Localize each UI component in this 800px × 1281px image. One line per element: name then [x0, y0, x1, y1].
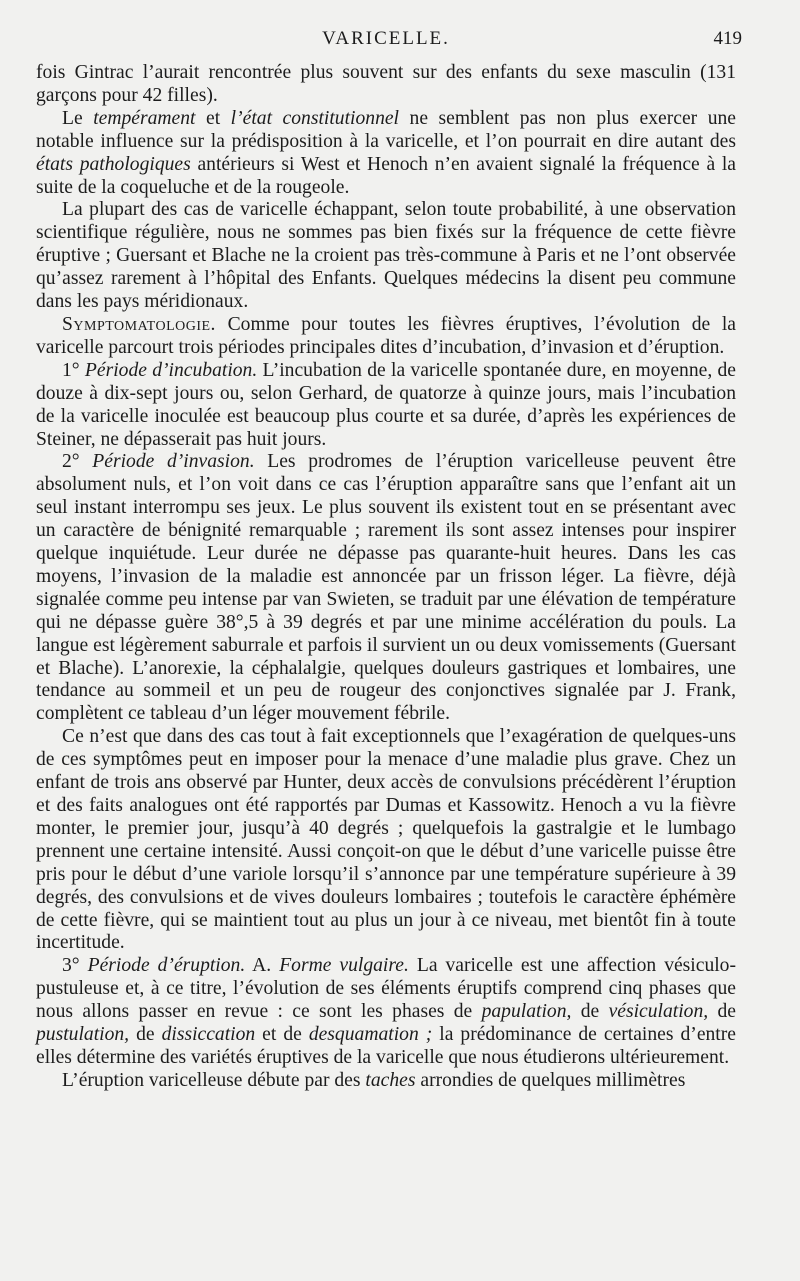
text-run: Le [62, 107, 94, 129]
text-run: L’incubation de la varicelle spontanée dure, en moyenne, de douze à dix-sept jours ou, selon Gerhard, de quatorze à quinze jours, mais l’incubation de la varicelle inoculée est beaucoup plus courte et sa durée, d’après les expériences de Steiner, ne dépasserait pas huit jours. [36, 359, 737, 450]
text-run: vésiculation, [608, 1001, 709, 1023]
text-run: papulation, [481, 1001, 572, 1023]
text-run: taches [365, 1069, 416, 1091]
text-run: L’éruption varicelleuse débute par des [62, 1069, 366, 1091]
text-run: 3° [62, 955, 88, 977]
paragraph [36, 62, 736, 108]
text-run: arrondies de quelques millimètres [415, 1069, 686, 1091]
paragraph [36, 955, 736, 1070]
text-run: ne semblent pas non plus exercer une notable influence sur la prédisposition à la varicelle, et l’on pourrait en dire autant des [36, 107, 736, 152]
paragraph [36, 108, 736, 200]
text-run: dissiccation [161, 1024, 256, 1046]
paragraph [36, 451, 736, 726]
text-run: 2° [62, 451, 93, 473]
text-run: antérieurs si West et Henoch n’en avaient signalé la fréquence à la suite de la coqueluche et de la rougeole. [36, 153, 736, 198]
text-run: desquamation ; [308, 1024, 433, 1046]
text-run: Symptomatologie. [62, 313, 216, 335]
text-run: Comme pour toutes les fièvres éruptives, l’évolution de la varicelle parcourt trois périodes principales dites d’incubation, d’invasion et d’éruption. [36, 313, 736, 358]
text-run: Les prodromes de l’éruption varicelleuse peuvent être absolument nuls, et l’on voit dans ce cas l’éruption apparaître sans que l’enfant ait un seul instant interrompu ses jeux. Le plus souvent ils existent tout en se présentant avec un caractère de bénignité remarquable ; rarement ils sont assez intenses pour inspirer quelque inquiétude. Leur durée ne dépasse pas quarante-huit heures. Dans les cas moyens, l’invasion de la maladie est annoncée par un frisson léger. La fièvre, déjà signalée comme peu intense par van Swieten, se traduit par une élévation de température qui ne dépasse guère 38°,5 à 39 degrés et par une minime accélération du pouls. La langue est légèrement saburrale et parfois il survient un ou deux vomissements (Guersant et Blache). L’anorexie, la céphalalgie, quelques douleurs gastriques et lombaires, une tendance au sommeil et un peu de rougeur des conjonctives signalée par J. Frank, complètent ce tableau d’un léger mouvement fébrile. [36, 451, 737, 725]
text-run: La varicelle est une affection vésiculo-pustuleuse et, à ce titre, l’évolution de ses éléments éruptifs comprend cinq phases que nous allons passer en revue : ce sont les phases de [36, 955, 737, 1023]
running-header [36, 28, 742, 62]
text-run: Période d’éruption. [87, 955, 246, 977]
text-run: Ce n’est que dans des cas tout à fait exceptionnels que l’exagération de quelques-uns de ces symptômes peut en imposer pour la menace d’une maladie plus grave. Chez un enfant de trois ans observé par Hunter, deux accès de convulsions précédèrent l’éruption et des faits analogues ont été rapportés par Dumas et Kassowitz. Henoch a vu la fièvre monter, le premier jour, jusqu’à 40 degrés ; quelquefois la gastralgie et le lumbago prennent une certaine intensité. Aussi conçoit-on que le début d’une varicelle puisse être pris pour le début d’une variole lorsqu’il s’annonce par une température supérieure à 39 degrés, des convulsions et de vives douleurs lombaires ; toutefois le caractère éphémère de cette fièvre, qui se maintient tout au plus un jour à ce niveau, met bientôt fin à toute incertitude. [36, 726, 736, 954]
text-run: Période d’incubation. [84, 359, 258, 381]
text-run: l’état constitutionnel [230, 107, 400, 129]
text-run: 1° [62, 359, 85, 381]
text-run: pustulation, [36, 1024, 130, 1046]
text-run: fois Gintrac l’aurait rencontrée plus souvent sur des enfants du sexe masculin (131 garçons pour 42 filles). [36, 62, 736, 106]
book-page [36, 28, 742, 1268]
text-run: de [571, 1001, 609, 1023]
text-run: Forme vulgaire. [279, 955, 409, 977]
text-run: A. [245, 955, 280, 977]
text-run: et de [255, 1024, 309, 1046]
running-title: VARICELLE. [322, 28, 450, 49]
text-run: de [708, 1001, 736, 1023]
text-run: la prédominance de certaines d’entre elles détermine des variétés éruptives de la varicelle que nous étudierons ultérieurement. [36, 1024, 736, 1068]
text-run: et [195, 107, 231, 129]
text-run: tempérament [93, 107, 196, 129]
paragraph [36, 1070, 736, 1093]
paragraph [36, 314, 736, 360]
text-run: Période d’invasion. [92, 451, 255, 473]
page-number: 419 [713, 28, 742, 49]
text-run: de [129, 1024, 162, 1046]
text-run: états pathologiques [36, 153, 191, 175]
paragraph [36, 199, 736, 314]
text-run: La plupart des cas de varicelle échappant, selon toute probabilité, à une observation scientifique régulière, nous ne sommes pas bien fixés sur la fréquence de cette fièvre éruptive ; Guersant et Blache ne la croient pas très-commune à Paris et ne l’ont observée qu’assez rarement à l’hôpital des Enfants. Quelques médecins la disent peu commune dans les pays méridionaux. [36, 199, 736, 313]
paragraph [36, 726, 736, 955]
text-body [36, 62, 736, 1093]
paragraph [36, 360, 736, 452]
